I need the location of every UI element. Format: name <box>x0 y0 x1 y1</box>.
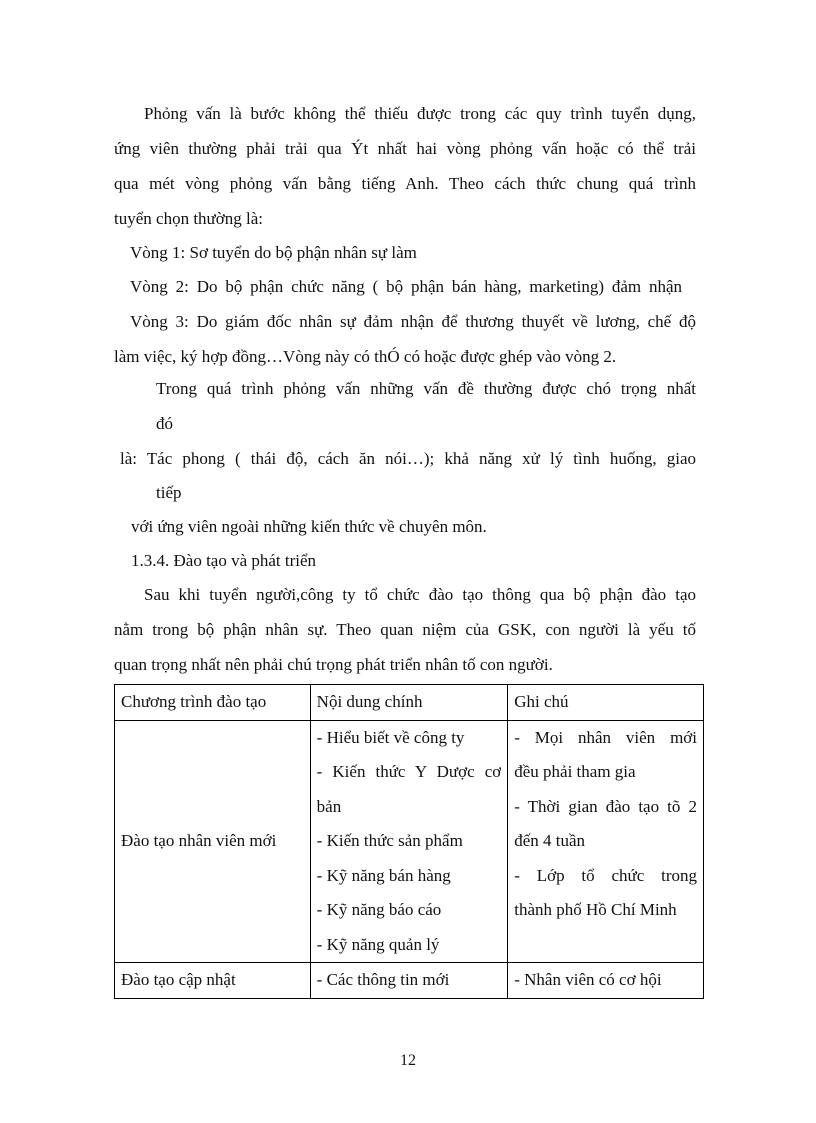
interview-round-1: Vòng 1: Sơ tuyển do bộ phận nhân sự làm <box>130 243 417 262</box>
paragraph-line: làm việc, ký hợp đồng…Vòng này có thÓ có hoặc được ghép vào vòng 2. <box>114 347 617 366</box>
content-line: - Hiểu biết về công ty <box>316 727 465 747</box>
note-line: thành phố Hồ Chí Minh <box>514 900 677 919</box>
content-line: - Kiến thức Y Dược cơ <box>316 762 502 781</box>
table-cell-notes <box>508 963 704 999</box>
section-heading: 1.3.4. Đào tạo và phát triển <box>131 551 317 570</box>
content-line: - Kỹ năng quản lý <box>316 934 440 954</box>
paragraph-line: Trong quá trình phỏng vấn những vấn đề thường được chó trọng nhất <box>156 379 696 398</box>
content-line: - Kỹ năng báo cáo <box>316 900 442 919</box>
table-cell-notes <box>508 720 704 963</box>
content-line: - Các thông tin mới <box>316 970 450 989</box>
note-line: - Lớp tổ chức trong <box>514 865 697 885</box>
paragraph-line: Sau khi tuyển người,công ty tổ chức đào tạo thông qua bộ phận đào tạo <box>144 585 696 604</box>
paragraph-line: tuyển chọn thường là: <box>114 209 263 228</box>
interview-round-3: Vòng 3: Do giám đốc nhân sự đảm nhận để thương thuyết về lương, chế độ <box>130 312 696 331</box>
paragraph-line: qua mét vòng phỏng vấn bằng tiếng Anh. Theo cách thức chung quá trình <box>114 174 696 193</box>
note-line: đến 4 tuần <box>514 831 586 850</box>
table-header-cell: Chương trình đào tạo <box>115 685 311 721</box>
content-line: - Kỹ năng bán hàng <box>316 865 451 885</box>
note-line: đều phải tham gia <box>514 762 636 781</box>
table-row <box>115 963 704 999</box>
paragraph-line: với ứng viên ngoài những kiến thức về chuyên môn. <box>131 517 487 536</box>
content-line: - Kiến thức sản phẩm <box>316 831 463 850</box>
table-cell-content <box>310 963 508 999</box>
paragraph-line: là: Tác phong ( thái độ, cách ăn nói…); khả năng xử lý tình huống, giao <box>120 449 696 468</box>
paragraph-line: tiếp <box>156 483 182 502</box>
table-header-cell: Ghi chú <box>508 685 704 721</box>
training-table <box>114 684 704 999</box>
note-line: - Mọi nhân viên mới <box>514 727 697 747</box>
table-cell-content <box>310 720 508 963</box>
interview-round-2: Vòng 2: Do bộ phận chức năng ( bộ phận bán hàng, marketing) đảm nhận <box>130 277 682 296</box>
note-line: - Thời gian đào tạo tõ 2 <box>514 796 697 816</box>
table-cell-program: Đào tạo cập nhật <box>115 963 311 999</box>
paragraph-line: Phỏng vấn là bước không thể thiếu được trong các quy trình tuyển dụng, <box>144 104 696 123</box>
paragraph-line: đó <box>156 414 173 433</box>
table-header-row <box>115 685 704 721</box>
note-line: - Nhân viên có cơ hội <box>514 970 662 989</box>
paragraph-line: quan trọng nhất nên phải chú trọng phát triển nhân tố con người. <box>114 655 553 674</box>
content-line: bản <box>316 796 342 816</box>
table-cell-program: Đào tạo nhân viên mới <box>115 720 311 963</box>
table-header-cell: Nội dung chính <box>310 685 508 721</box>
paragraph-line: ứng viên thường phải trải qua Ýt nhất hai vòng phỏng vấn hoặc có thể trải <box>114 139 696 158</box>
table-row <box>115 720 704 963</box>
paragraph-line: nằm trong bộ phận nhân sự. Theo quan niệm của GSK, con người là yếu tố <box>114 620 696 639</box>
page-number: 12 <box>400 1052 416 1069</box>
